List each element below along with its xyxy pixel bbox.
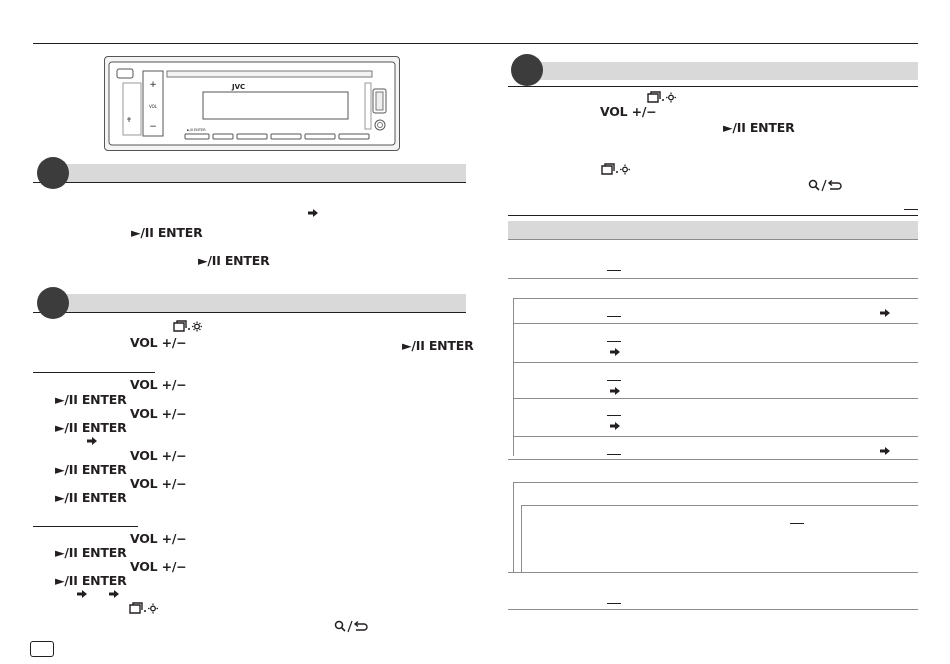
section-2-number-badge: [37, 287, 69, 319]
car-stereo-faceplate-icon: [105, 57, 399, 150]
table-row-rule: [513, 323, 918, 324]
table-row-rule: [508, 239, 918, 240]
section-2-underline: [33, 312, 466, 313]
right-arrow-icon: [610, 422, 620, 430]
enter-button-label: ►/II ENTER: [55, 420, 127, 435]
vol-button-label: VOL +/−: [130, 448, 187, 463]
default-marker: [607, 316, 621, 317]
enter-button-label: ►/II ENTER: [55, 490, 127, 505]
subheading-rule-2: [33, 526, 138, 527]
table-row-rule: [513, 436, 918, 437]
table-row-rule: [513, 398, 918, 399]
table-group-border: [513, 482, 514, 572]
svg-text:+: +: [149, 80, 157, 90]
section-2-header-bar: [53, 294, 466, 312]
default-marker: [607, 380, 621, 381]
search-back-icon: [808, 179, 844, 192]
table-row-rule: [513, 298, 918, 299]
default-marker: [904, 209, 918, 210]
table-row-rule: [508, 572, 918, 573]
default-marker: [607, 454, 621, 455]
right-arrow-icon: [610, 387, 620, 395]
svg-text:VOL: VOL: [148, 104, 158, 109]
section-1-header-bar: [53, 164, 466, 182]
vol-button-label: VOL +/−: [130, 406, 187, 421]
svg-text:►/II ENTER: ►/II ENTER: [187, 128, 206, 132]
table-row-rule: [521, 505, 918, 506]
table-subgroup-border: [521, 505, 522, 572]
table-group-border: [513, 298, 514, 456]
right-arrow-icon: [77, 590, 87, 598]
default-marker: [607, 415, 621, 416]
table-row-rule: [513, 482, 918, 483]
svg-text:−: −: [149, 122, 157, 132]
vol-button-label: VOL +/−: [130, 476, 187, 491]
page-number-box: [30, 641, 54, 657]
table-header-bar: [508, 221, 918, 239]
enter-button-label: ►/II ENTER: [131, 225, 203, 240]
enter-button-label: ►/II ENTER: [402, 338, 474, 353]
subheading-rule-1: [33, 372, 155, 373]
section-1-number-badge: [37, 157, 69, 189]
vol-button-label: VOL +/−: [130, 377, 187, 392]
table-row-rule: [508, 459, 918, 460]
enter-button-label: ►/II ENTER: [55, 573, 127, 588]
section-3-underline: [508, 86, 918, 87]
default-marker: [790, 523, 804, 524]
default-marker: [607, 270, 621, 271]
page-top-rule: [33, 43, 918, 44]
enter-button-label: ►/II ENTER: [55, 392, 127, 407]
default-marker: [607, 603, 621, 604]
enter-button-label: ►/II ENTER: [55, 462, 127, 477]
square-dot-gear-icon: [128, 602, 160, 615]
vol-button-label: VOL +/−: [130, 559, 187, 574]
vol-button-label: VOL +/−: [130, 531, 187, 546]
square-dot-gear-icon: [600, 163, 632, 176]
right-arrow-icon: [308, 209, 318, 217]
default-marker: [607, 341, 621, 342]
enter-button-label: ►/II ENTER: [723, 120, 795, 135]
right-arrow-icon: [87, 437, 97, 445]
section-3-header-bar: [525, 62, 918, 80]
right-arrow-icon: [880, 447, 890, 455]
table-row-rule: [513, 362, 918, 363]
square-dot-gear-icon: [172, 320, 204, 333]
right-arrow-icon: [880, 309, 890, 317]
vol-button-label: VOL +/−: [600, 104, 657, 119]
square-dot-gear-icon: [646, 91, 678, 104]
svg-text:JVC: JVC: [232, 83, 246, 91]
section-1-underline: [33, 182, 466, 183]
section-3-number-badge: [511, 54, 543, 86]
table-bottom-rule: [508, 609, 918, 610]
enter-button-label: ►/II ENTER: [55, 545, 127, 560]
device-illustration: [104, 56, 400, 151]
right-arrow-icon: [109, 590, 119, 598]
search-back-icon: [334, 620, 370, 633]
table-top-rule: [508, 215, 918, 216]
right-arrow-icon: [610, 348, 620, 356]
table-row-rule: [508, 278, 918, 279]
enter-button-label: ►/II ENTER: [198, 253, 270, 268]
vol-button-label: VOL +/−: [130, 335, 187, 350]
